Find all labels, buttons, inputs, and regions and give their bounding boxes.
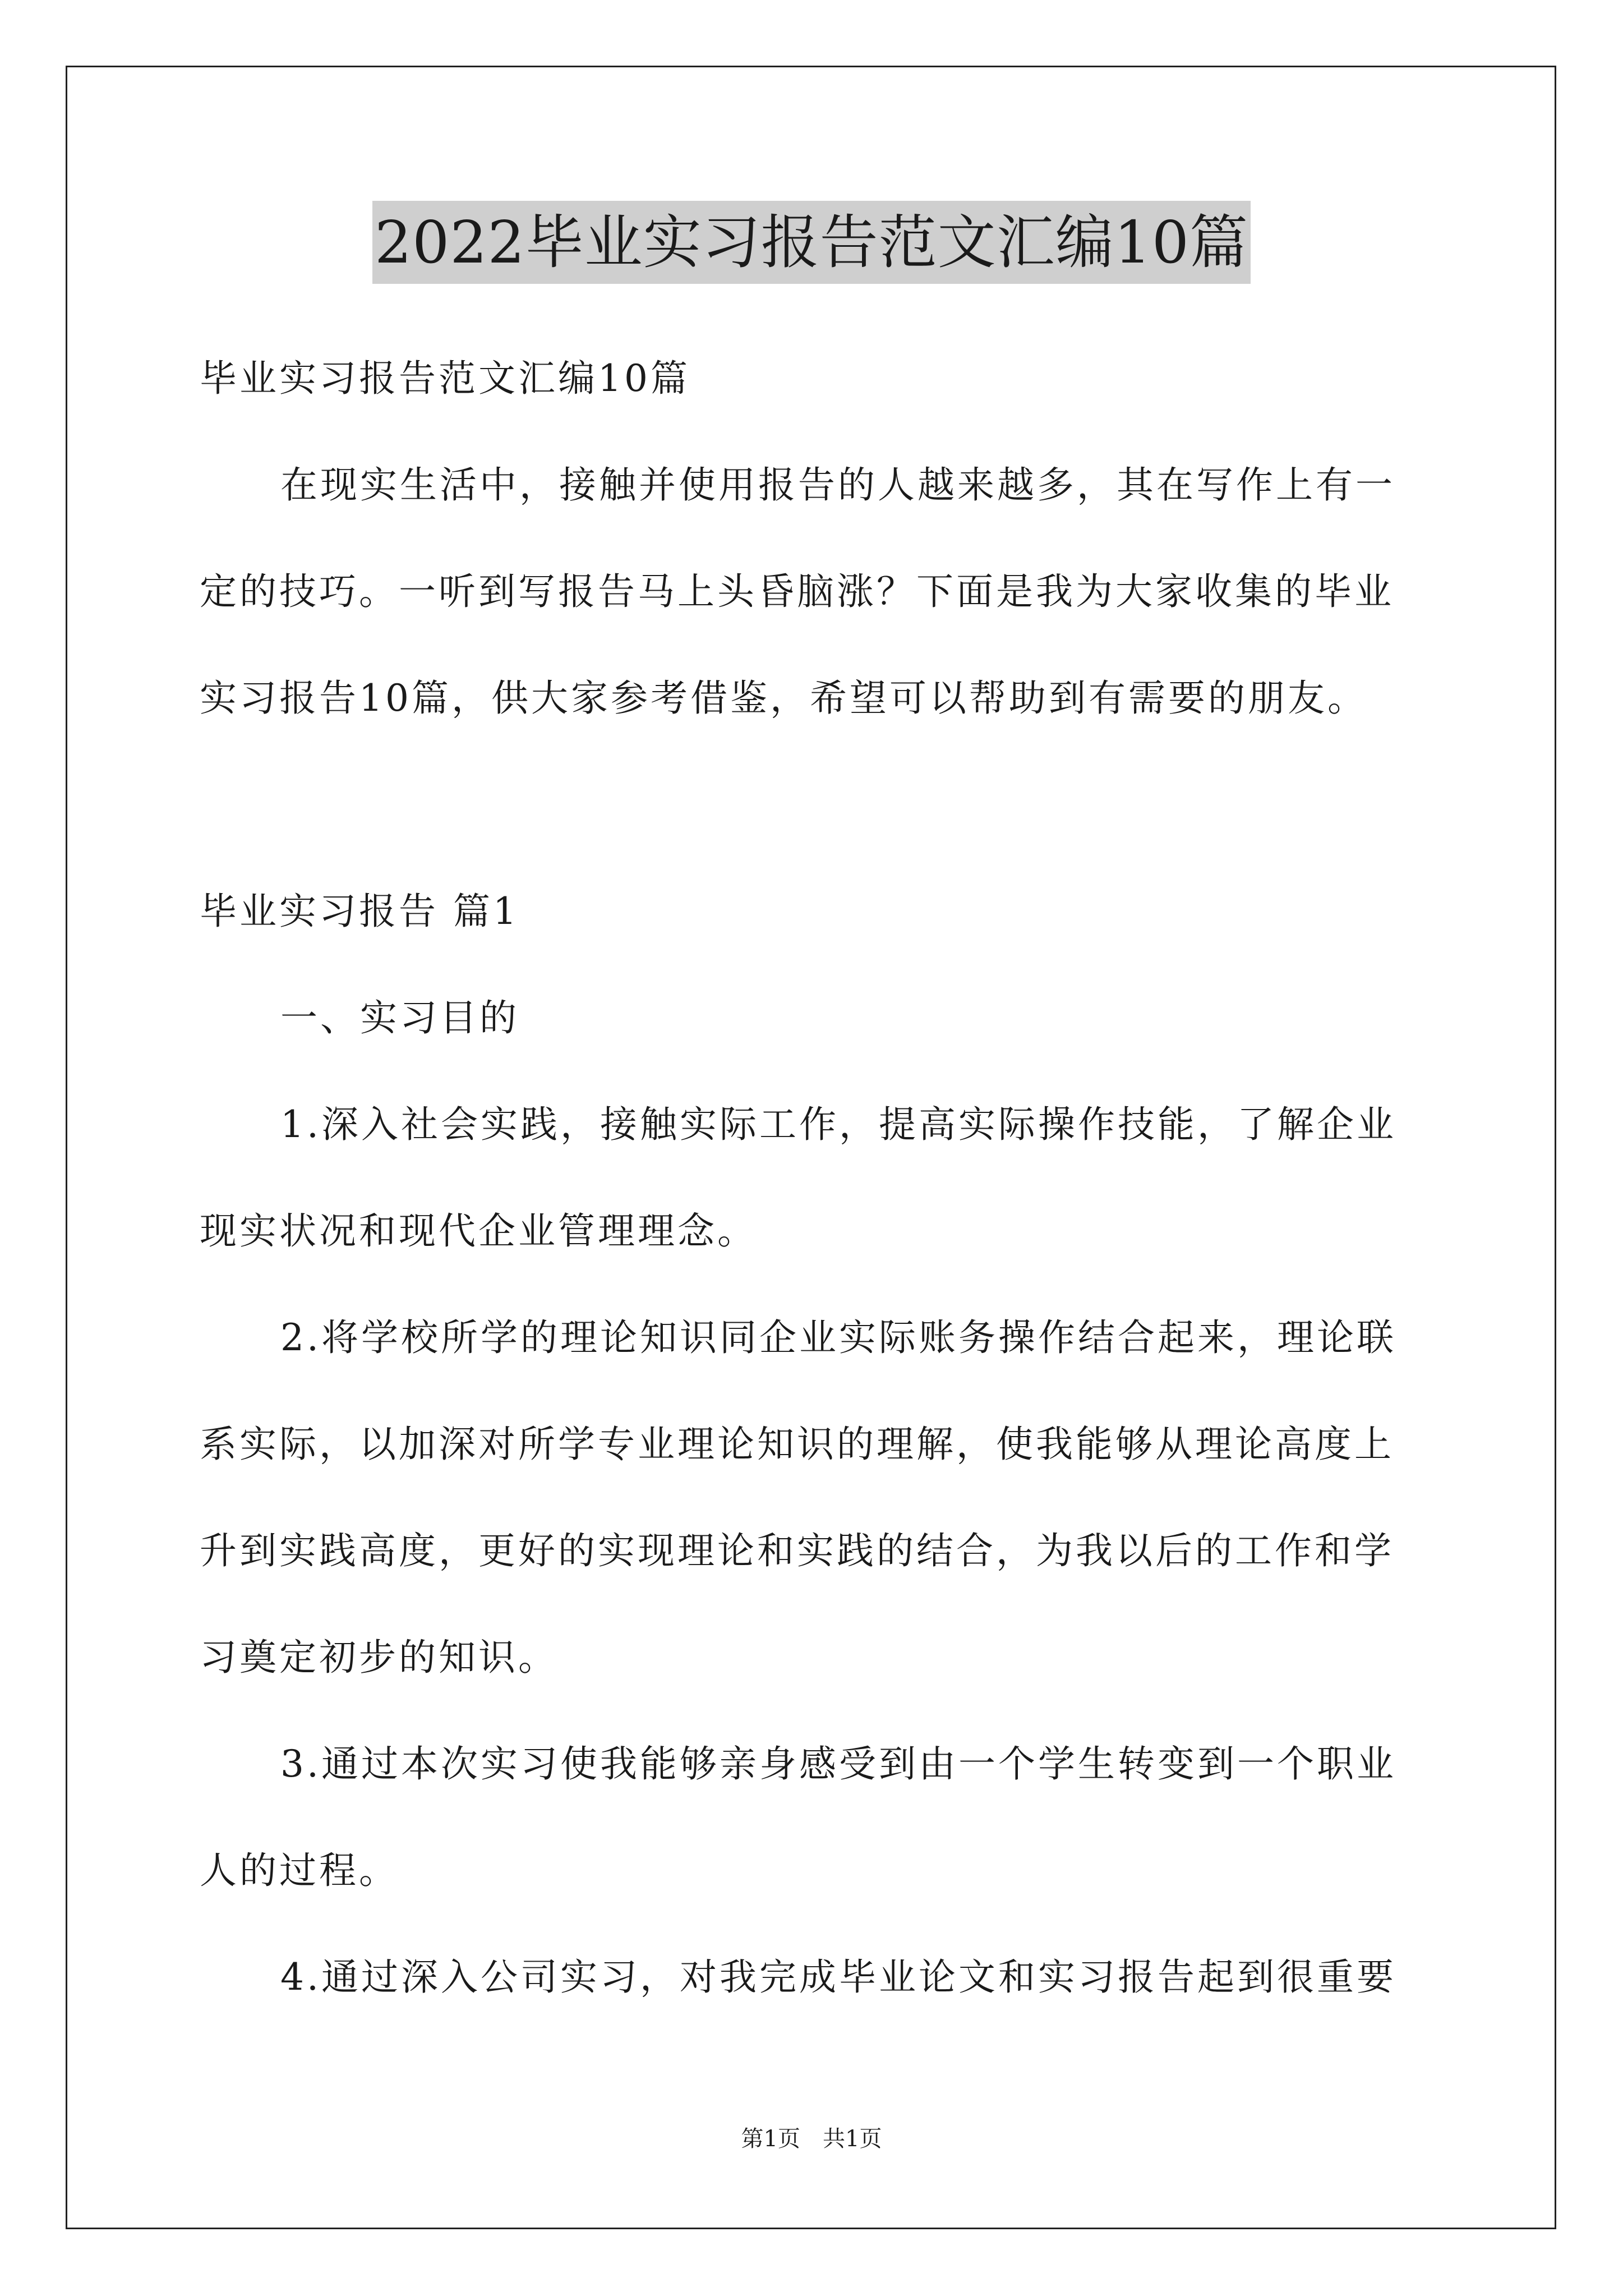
paragraph-line: 2.将学校所学的理论知识同企业实际账务操作结合起来，理论联 (280, 1316, 1396, 1359)
document-title: 2022毕业实习报告范文汇编10篇 (372, 201, 1251, 284)
paragraph-line: 现实状况和现代企业管理理念。 (200, 1209, 757, 1253)
paragraph-line: 4.通过深入公司实习，对我完成毕业论文和实习报告起到很重要 (280, 1955, 1396, 1999)
paragraph-line: 习奠定初步的知识。 (200, 1636, 558, 1679)
paragraph-line: 人的过程。 (200, 1849, 399, 1892)
page-number-footer: 第1页 共1页 (741, 2126, 882, 2152)
paragraph-line: 在现实生活中，接触并使用报告的人越来越多，其在写作上有一 (280, 463, 1395, 507)
paragraph-line: 升到实践高度，更好的实现理论和实践的结合，为我以后的工作和学 (200, 1529, 1394, 1572)
paragraph-line: 系实际，以加深对所学专业理论知识的理解，使我能够从理论高度上 (200, 1423, 1394, 1466)
paragraph-line: 定的技巧。一听到写报告马上头昏脑涨？下面是我为大家收集的毕业 (200, 570, 1394, 613)
section-heading: 毕业实习报告 篇1 (200, 890, 519, 933)
paragraph-line: 1.深入社会实践，接触实际工作，提高实际操作技能，了解企业 (280, 1103, 1396, 1146)
paragraph-line: 实习报告10篇，供大家参考借鉴，希望可以帮助到有需要的朋友。 (200, 677, 1367, 720)
subtitle-line: 毕业实习报告范文汇编10篇 (200, 357, 690, 400)
title-wrapper (0, 201, 1623, 284)
subsection-heading: 一、实习目的 (280, 996, 519, 1039)
paragraph-line: 3.通过本次实习使我能够亲身感受到由一个学生转变到一个职业 (280, 1742, 1396, 1786)
